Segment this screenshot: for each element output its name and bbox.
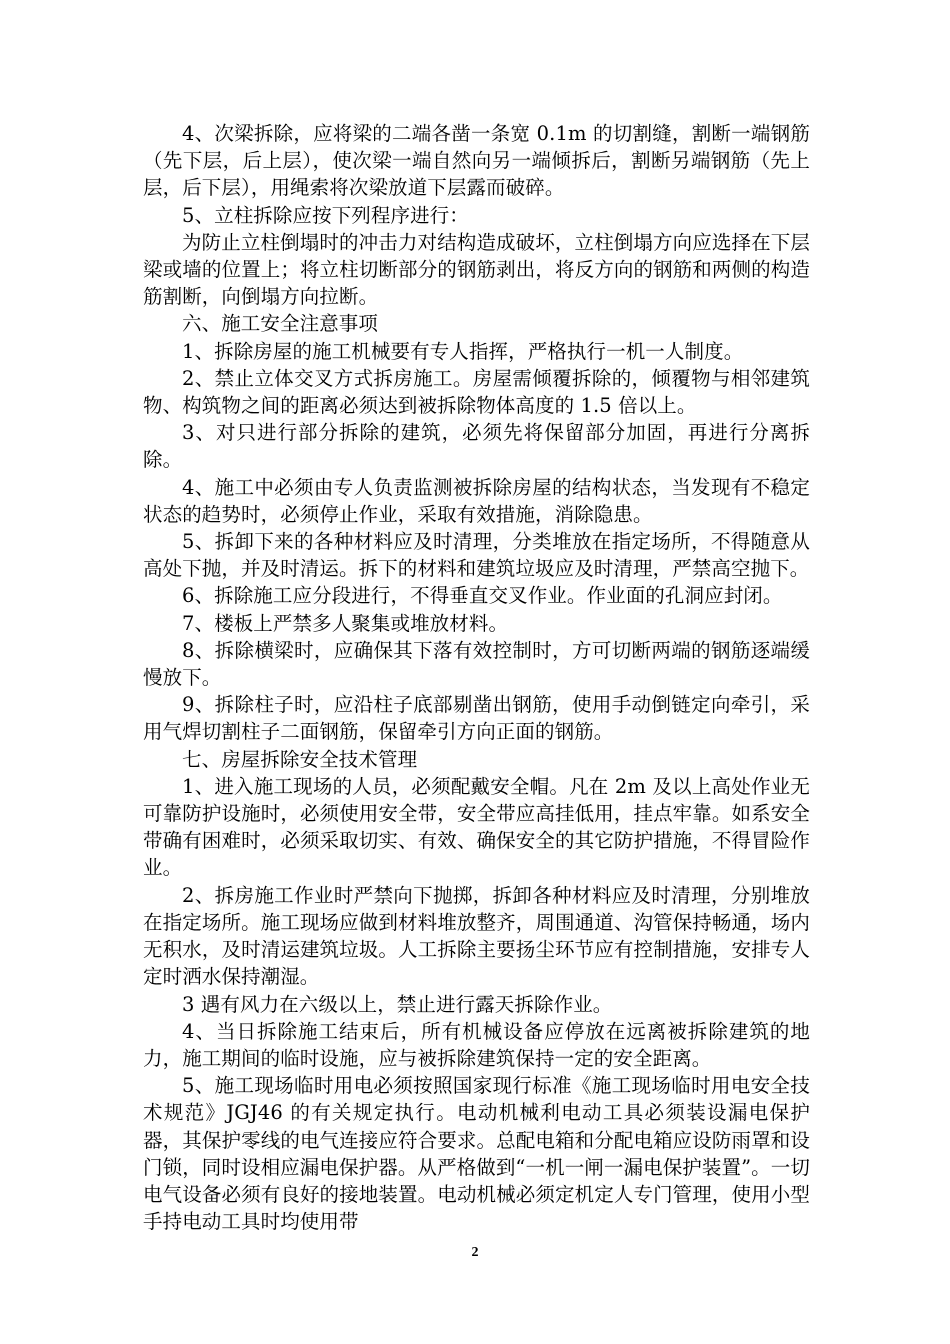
paragraph-5: 1、拆除房屋的施工机械要有专人指挥，严格执行一机一人制度。 <box>182 339 744 363</box>
paragraph-15: 1、进入施工现场的人员，必须配戴安全帽。凡在 2m 及以上高处作业无可靠防护设施时，必须使用安全带，安全带应高挂低用，挂点牢靠。如系安全带确有困难时，必须采取切实、有效、确保安全的其它防护措施，不得冒险作业。 <box>143 774 810 880</box>
paragraph-7: 3、对只进行部分拆除的建筑，必须先将保留部分加固，再进行分离拆除。 <box>143 421 810 472</box>
section-heading-7: 七、房屋拆除安全技术管理 <box>182 747 418 771</box>
paragraph-17: 3 遇有风力在六级以上，禁止进行露天拆除作业。 <box>182 992 613 1016</box>
paragraph-19: 5、施工现场临时用电必须按照国家现行标准《施工现场临时用电安全技术规范》JGJ46 的有关规定执行。电动机械利电动工具必须装设漏电保护器，其保护零线的电气连接应符合要求。总配电箱和分配电箱应设防雨罩和设门锁，同时设相应漏电保护器。从严格做到“一机一闸一漏电保护装置”。一切电气设备必须有良好的接地装置。电动机械必须定机定人专门管理，使用小型手持电动工具时均使用带 <box>143 1074 810 1234</box>
paragraph-8: 4、施工中必须由专人负责监测被拆除房屋的结构状态，当发现有不稳定状态的趋势时，必须停止作业，采取有效措施，消除隐患。 <box>143 475 810 526</box>
paragraph-6: 2、禁止立体交叉方式拆房施工。房屋需倾覆拆除的，倾覆物与相邻建筑物、构筑物之间的距离必须达到被拆除物体高度的 1.5 倍以上。 <box>143 366 810 418</box>
paragraph-1: 4、次梁拆除，应将梁的二端各凿一条宽 0.1m 的切割缝，割断一端钢筋（先下层，后上层），使次梁一端自然向另一端倾拆后，割断另端钢筋（先上层，后下层），用绳索将次梁放道下层露而破碎。 <box>143 122 810 200</box>
paragraph-18: 4、当日拆除施工结束后，所有机械设备应停放在远离被拆除建筑的地力，施工期间的临时设施，应与被拆除建筑保持一定的安全距离。 <box>143 1019 810 1070</box>
paragraph-9: 5、拆卸下来的各种材料应及时清理，分类堆放在指定场所，不得随意从高处下抛，并及时清运。拆下的材料和建筑垃圾应及时清理，严禁高空抛下。 <box>143 530 810 581</box>
paragraph-3: 为防止立柱倒塌时的冲击力对结构造成破坏，立柱倒塌方向应选择在下层梁或墙的位置上；将立柱切断部分的钢筋剥出，将反方向的钢筋和两侧的构造筋割断，向倒塌方向拉断。 <box>143 230 810 309</box>
paragraph-2: 5、立柱拆除应按下列程序进行： <box>182 203 469 227</box>
paragraph-12: 8、拆除横梁时，应确保其下落有效控制时，方可切断两端的钢筋逐端缓慢放下。 <box>143 638 810 690</box>
section-heading-6: 六、施工安全注意事项 <box>182 312 379 336</box>
paragraph-16: 2、拆房施工作业时严禁向下抛掷，拆卸各种材料应及时清理，分别堆放在指定场所。施工现场应做到材料堆放整齐，周围通道、沟管保持畅通，场内无积水，及时清运建筑垃圾。人工拆除主要扬尘环节应有控制措施，安排专人定时洒水保持潮湿。 <box>143 883 810 989</box>
page-number: 2 <box>471 1245 479 1260</box>
document-body <box>143 120 810 1235</box>
paragraph-10: 6、拆除施工应分段进行，不得垂直交叉作业。作业面的孔洞应封闭。 <box>182 584 783 608</box>
paragraph-13: 9、拆除柱子时，应沿柱子底部剔凿出钢筋，使用手动倒链定向牵引，采用气焊切割柱子二面钢筋，保留牵引方向正面的钢筋。 <box>143 693 810 744</box>
paragraph-11: 7、楼板上严禁多人聚集或堆放材料。 <box>182 611 509 635</box>
